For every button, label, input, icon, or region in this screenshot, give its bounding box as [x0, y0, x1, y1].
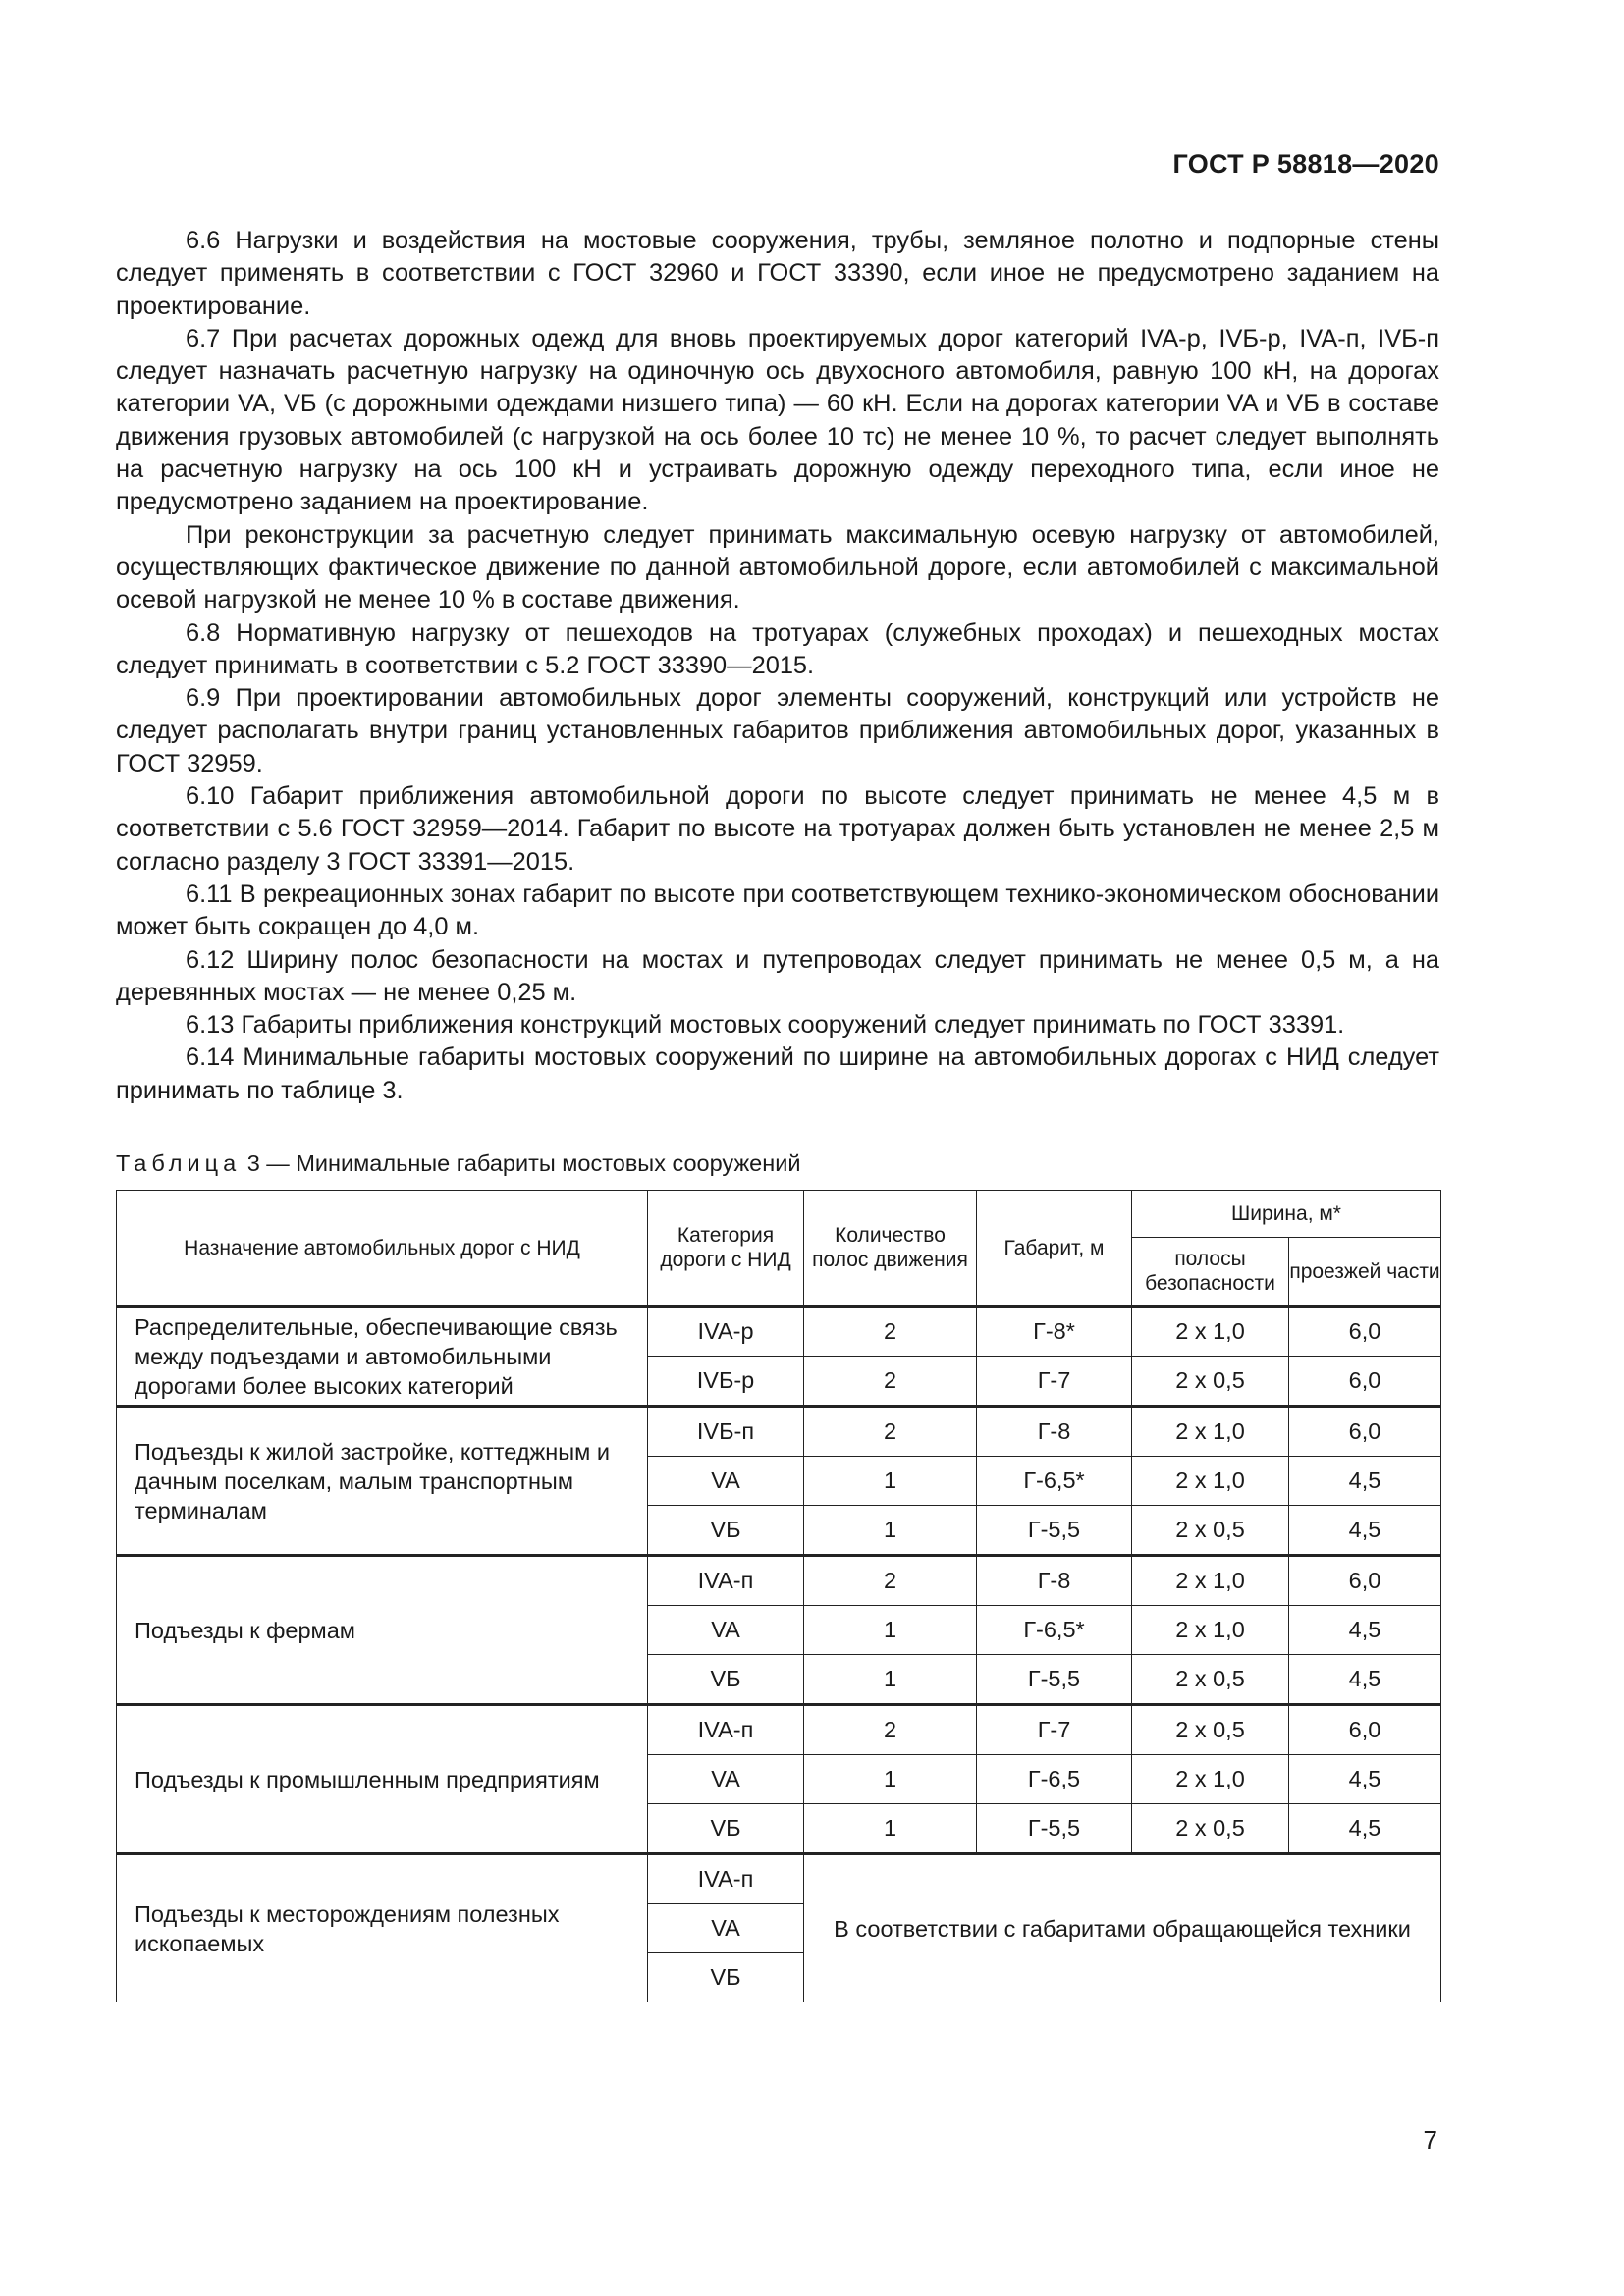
gabarit-cell: Г-8* — [977, 1307, 1132, 1357]
table-row — [117, 1407, 1441, 1457]
lanes-cell: 1 — [804, 1804, 977, 1854]
table-row — [117, 1556, 1441, 1606]
safety-cell: 2 x 1,0 — [1132, 1407, 1289, 1457]
category-cell: VA — [648, 1457, 804, 1506]
table-row — [117, 1705, 1441, 1755]
gabarit-cell: Г-5,5 — [977, 1506, 1132, 1556]
purpose-cell: Подъезды к жилой застройке, коттеджным и дачным поселкам, малым транспортным терминалам — [117, 1407, 648, 1556]
category-cell: IVБ-п — [648, 1407, 804, 1457]
carriageway-cell: 4,5 — [1289, 1655, 1441, 1705]
lanes-cell: 1 — [804, 1755, 977, 1804]
category-cell: IVA-п — [648, 1556, 804, 1606]
paragraph-6-9: 6.9 При проектировании автомобильных дорог элементы сооружений, конструкций или устройств не следует располагать внутри границ установленных габаритов приближения автомобильных дорог, указанных в ГОСТ 32959. — [116, 684, 1439, 777]
table-row — [117, 1854, 1441, 1904]
header-lanes: Количество полос движения — [804, 1191, 977, 1307]
table-row — [117, 1307, 1441, 1357]
gabarit-cell: Г-8 — [977, 1407, 1132, 1457]
carriageway-cell: 6,0 — [1289, 1556, 1441, 1606]
header-carriageway: проезжей части — [1289, 1238, 1441, 1307]
category-cell: VБ — [648, 1506, 804, 1556]
table-header — [117, 1191, 1441, 1307]
safety-cell: 2 x 1,0 — [1132, 1457, 1289, 1506]
lanes-cell: 2 — [804, 1357, 977, 1407]
gabarit-table — [116, 1190, 1441, 2002]
gabarit-cell: Г-6,5* — [977, 1457, 1132, 1506]
safety-cell: 2 x 0,5 — [1132, 1705, 1289, 1755]
page-number: 7 — [1423, 2125, 1437, 2155]
table-caption — [116, 1150, 800, 1177]
table-group — [117, 1854, 1441, 2002]
gabarit-cell: Г-8 — [977, 1556, 1132, 1606]
header-category: Категория дороги с НИД — [648, 1191, 804, 1307]
purpose-cell: Распределительные, обеспечивающие связь между подъездами и автомобильными дорогами более высоких категорий — [117, 1307, 648, 1407]
table-group — [117, 1705, 1441, 1854]
header-purpose: Назначение автомобильных дорог с НИД — [117, 1191, 648, 1307]
safety-cell: 2 x 1,0 — [1132, 1307, 1289, 1357]
category-cell: VБ — [648, 1804, 804, 1854]
safety-cell: 2 x 0,5 — [1132, 1506, 1289, 1556]
category-cell: VБ — [648, 1953, 804, 2002]
purpose-cell: Подъезды к промышленным предприятиям — [117, 1705, 648, 1854]
paragraph-reconstruction: При реконструкции за расчетную следует принимать максимальную осевую нагрузку от автомобилей, осуществляющих фактическое движение по данной автомобильной дороге, если автомобилей с максимальной осевой нагрузкой не менее 10 % в составе движения. — [116, 520, 1439, 614]
paragraph-6-11: 6.11 В рекреационных зонах габарит по высоте при соответствующем технико-экономическом обосновании может быть сокращен до 4,0 м. — [116, 880, 1439, 941]
header-width: Ширина, м* — [1132, 1191, 1441, 1238]
carriageway-cell: 6,0 — [1289, 1407, 1441, 1457]
paragraph-6-7: 6.7 При расчетах дорожных одежд для вновь проектируемых дорог категорий IVA-р, IVБ-р, IVA-п, IVБ-п следует назначать расчетную нагрузку на одиночную ось двухосного автомобиля, равную 100 кН, на дорогах категории VA, VБ (с дорожными одеждами низшего типа) — 60 кН. Если на дорогах категории VA и VБ в составе движения грузовых автомобилей (с нагрузкой на ось более 10 тс) не менее 10 %, то расчет следует выполнять на расчетную нагрузку на ось 100 кН и устраивать дорожную одежду переходного типа, если иное не предусмотрено заданием на проектирование. — [116, 324, 1439, 516]
lanes-cell: 2 — [804, 1407, 977, 1457]
category-cell: VБ — [648, 1655, 804, 1705]
safety-cell: 2 x 1,0 — [1132, 1556, 1289, 1606]
carriageway-cell: 4,5 — [1289, 1457, 1441, 1506]
safety-cell: 2 x 0,5 — [1132, 1804, 1289, 1854]
carriageway-cell: 6,0 — [1289, 1357, 1441, 1407]
lanes-cell: 1 — [804, 1457, 977, 1506]
carriageway-cell: 4,5 — [1289, 1506, 1441, 1556]
carriageway-cell: 6,0 — [1289, 1307, 1441, 1357]
safety-cell: 2 x 1,0 — [1132, 1755, 1289, 1804]
safety-cell: 2 x 1,0 — [1132, 1606, 1289, 1655]
category-cell: IVБ-р — [648, 1357, 804, 1407]
paragraph-6-10: 6.10 Габарит приближения автомобильной дороги по высоте следует принимать не менее 4,5 м в соответствии с 5.6 ГОСТ 32959—2014. Габарит по высоте на тротуарах должен быть установлен не менее 2,5 м согласно разделу 3 ГОСТ 33391—2015. — [116, 782, 1439, 876]
purpose-cell: Подъезды к фермам — [117, 1556, 648, 1705]
table-group — [117, 1407, 1441, 1556]
category-cell: VA — [648, 1904, 804, 1953]
table-caption-number: 3 — [246, 1150, 260, 1176]
category-cell: VA — [648, 1606, 804, 1655]
category-cell: VA — [648, 1755, 804, 1804]
table-caption-text: — Минимальные габариты мостовых сооружений — [259, 1150, 801, 1176]
carriageway-cell: 4,5 — [1289, 1755, 1441, 1804]
table-group — [117, 1307, 1441, 1407]
table-caption-label: Таблица — [116, 1150, 242, 1176]
gabarit-cell: Г-5,5 — [977, 1655, 1132, 1705]
paragraph-6-8: 6.8 Нормативную нагрузку от пешеходов на тротуарах (служебных проходах) и пешеходных мостах следует принимать в соответствии с 5.2 ГОСТ 33390—2015. — [116, 618, 1439, 679]
header-safety-strips: полосы безопасности — [1132, 1238, 1289, 1307]
purpose-cell: Подъезды к месторождениям полезных ископаемых — [117, 1854, 648, 2002]
carriageway-cell: 4,5 — [1289, 1606, 1441, 1655]
gabarit-cell: Г-6,5 — [977, 1755, 1132, 1804]
safety-cell: 2 x 0,5 — [1132, 1655, 1289, 1705]
category-cell: IVA-р — [648, 1307, 804, 1357]
gabarit-cell: Г-7 — [977, 1705, 1132, 1755]
lanes-cell: 2 — [804, 1705, 977, 1755]
paragraph-6-6: 6.6 Нагрузки и воздействия на мостовые сооружения, трубы, земляное полотно и подпорные стены следует применять в соответствии с ГОСТ 32960 и ГОСТ 33390, если иное не предусмотрено заданием на проектирование. — [116, 227, 1439, 320]
lanes-cell: 1 — [804, 1506, 977, 1556]
body-text — [116, 225, 1439, 1107]
table-group — [117, 1556, 1441, 1705]
document-header: ГОСТ Р 58818—2020 — [1172, 149, 1439, 179]
gabarit-cell: Г-5,5 — [977, 1804, 1132, 1854]
lanes-cell: 2 — [804, 1307, 977, 1357]
paragraph-6-13: 6.13 Габариты приближения конструкций мостовых сооружений следует принимать по ГОСТ 33391. — [186, 1011, 1345, 1040]
paragraph-6-12: 6.12 Ширину полос безопасности на мостах и путепроводах следует принимать не менее 0,5 м, а на деревянных мостах — не менее 0,25 м. — [116, 945, 1439, 1006]
carriageway-cell: 6,0 — [1289, 1705, 1441, 1755]
category-cell: IVA-п — [648, 1705, 804, 1755]
carriageway-cell: 4,5 — [1289, 1804, 1441, 1854]
gabarit-cell: Г-6,5* — [977, 1606, 1132, 1655]
category-cell: IVA-п — [648, 1854, 804, 1904]
paragraph-6-14: 6.14 Минимальные габариты мостовых сооружений по ширине на автомобильных дорогах с НИД следует принимать по таблице 3. — [116, 1043, 1439, 1104]
safety-cell: 2 x 0,5 — [1132, 1357, 1289, 1407]
lanes-cell: 1 — [804, 1606, 977, 1655]
lanes-cell: 2 — [804, 1556, 977, 1606]
note-cell: В соответствии с габаритами обращающейся техники — [804, 1854, 1441, 2002]
gabarit-cell: Г-7 — [977, 1357, 1132, 1407]
lanes-cell: 1 — [804, 1655, 977, 1705]
header-gabarit: Габарит, м — [977, 1191, 1132, 1307]
